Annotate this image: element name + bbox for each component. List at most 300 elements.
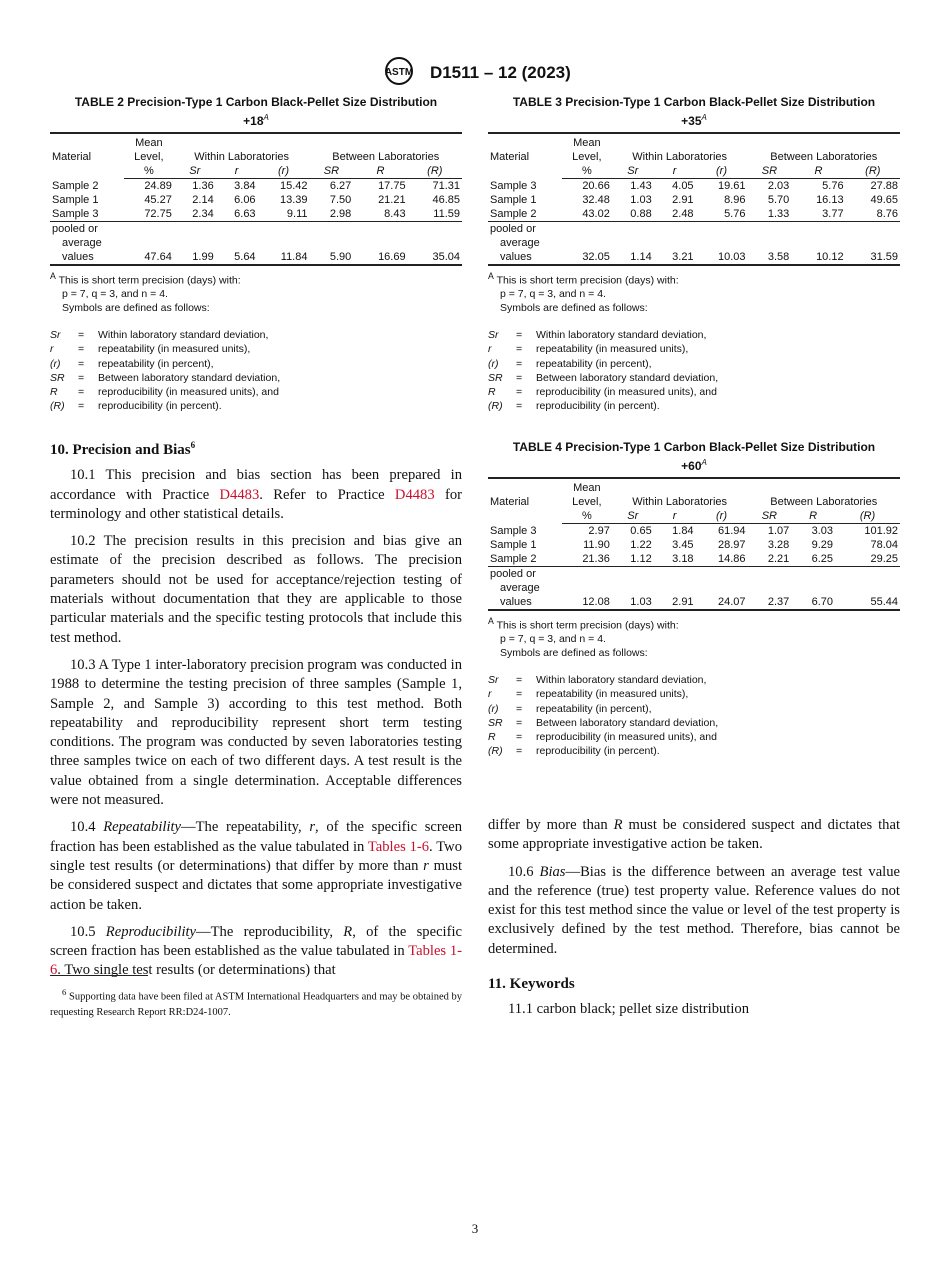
cell-value (408, 236, 462, 250)
cell-value: 8.76 (876, 208, 898, 220)
col-symbol: (R) (427, 165, 443, 177)
table-row-pooled (488, 236, 900, 250)
paragraph (50, 923, 462, 981)
cell-value (696, 567, 748, 582)
cell-value: 8.96 (724, 194, 746, 206)
definition: Between laboratory standard deviation, (536, 716, 719, 729)
cell-value: 3.03 (811, 525, 834, 537)
cell-value: 35.04 (432, 251, 460, 263)
cell-value: 71.31 (432, 180, 460, 192)
symbol-definitions (488, 328, 900, 414)
cell-value (835, 581, 900, 595)
header-col (654, 164, 696, 179)
cell-material: Sample 3 (52, 208, 99, 220)
cell-value: 2.34 (192, 208, 214, 220)
col-symbol: (r) (278, 165, 290, 177)
definition: reproducibility (in percent). (536, 400, 660, 413)
cell-value: 1.07 (767, 525, 790, 537)
table-row (50, 179, 462, 194)
cell-value (654, 236, 696, 250)
footnote-text: p = 7, q = 3, and n = 4. (62, 288, 168, 300)
cell-value: 49.65 (870, 194, 898, 206)
header-col (174, 164, 216, 179)
paragraph (50, 532, 462, 648)
cell-value: 5.64 (234, 251, 256, 263)
equals: = (516, 702, 523, 715)
col-symbol: Sr (627, 165, 639, 177)
subtitle-text: +60 (681, 459, 702, 473)
table-4-block (488, 440, 900, 759)
cell-value: 9.11 (286, 208, 308, 220)
col-symbol: (R) (859, 510, 876, 522)
equals: = (78, 357, 85, 370)
cell-material: Sample 1 (490, 539, 537, 551)
symbol: R (50, 386, 58, 399)
cell-value: 3.45 (672, 539, 694, 551)
symbol-definitions (50, 328, 462, 414)
reference-link[interactable]: Tables 1-6 (50, 943, 463, 979)
cell-material: values (62, 251, 94, 263)
cell-value (612, 581, 654, 595)
table-subtitle (488, 110, 900, 129)
cell-material: Sample 2 (52, 179, 99, 192)
footnote-line (488, 270, 900, 288)
cell-value: 3.77 (822, 208, 844, 220)
text-run: must be considered suspect and dictates that some appropriate investigative action be taken. (50, 857, 463, 913)
reference-link[interactable]: D4483 (394, 486, 435, 503)
equals: = (516, 400, 523, 413)
equals: = (516, 688, 523, 701)
cell-value: 2.98 (329, 208, 352, 220)
footnote-line: Symbols are defined as follows: (62, 301, 210, 314)
cell-value: 1.14 (630, 251, 652, 263)
cell-value: 3.84 (234, 180, 256, 192)
definition: reproducibility (in measured units), and (536, 731, 717, 744)
definition: Between laboratory standard deviation, (98, 371, 281, 384)
table-row-pooled (50, 236, 462, 250)
cell-material: Sample 3 (490, 524, 537, 537)
footnote-text: This is short term precision (days) with: (493, 619, 679, 632)
reference-link[interactable]: D4483 (219, 486, 260, 503)
cell-value: 10.03 (717, 251, 746, 263)
cell-value: 3.28 (767, 539, 790, 551)
table-row (488, 179, 900, 194)
cell-value (124, 222, 174, 237)
equals: = (78, 386, 85, 399)
header-between-labs: Between Laboratories (332, 151, 440, 163)
cell-value (562, 236, 612, 250)
header-mean-unit: % (124, 164, 174, 179)
cell-value (612, 236, 654, 250)
header-col (747, 509, 791, 524)
definition: reproducibility (in percent). (98, 400, 222, 413)
cell-value: 32.05 (582, 251, 610, 263)
cell-value: 21.36 (582, 553, 610, 565)
data-table (50, 132, 462, 266)
table-title-line: TABLE 3 Precision-Type 1 Carbon Black-Pellet Size Distribution (512, 95, 876, 109)
cell-value: 11.90 (583, 539, 610, 551)
text-run: must be considered suspect and dictates that some appropriate investigative action be taken. (488, 817, 900, 853)
cell-value: 3.21 (672, 251, 694, 263)
cell-value: 8.43 (384, 208, 406, 220)
cell-material: values (500, 596, 532, 608)
cell-value: 6.27 (329, 180, 352, 192)
footnote-line (488, 615, 900, 633)
col-symbol: R (809, 510, 818, 522)
col-symbol: (R) (865, 165, 881, 177)
table-subtitle (488, 455, 900, 474)
cell-value: 14.86 (717, 553, 746, 565)
definition-row (488, 730, 900, 744)
page-header (0, 56, 950, 91)
definition: repeatability (in measured units), (536, 688, 689, 701)
cell-value: 19.61 (717, 180, 746, 192)
cell-value: 5.76 (724, 208, 746, 220)
cell-value: 24.07 (717, 596, 746, 608)
col-symbol: r (234, 165, 239, 177)
cell-value: 55.44 (870, 596, 898, 608)
header-col (216, 164, 258, 179)
footnote-line (488, 288, 900, 302)
equals: = (516, 731, 523, 744)
cell-value (696, 236, 748, 250)
cell-value: 2.14 (192, 194, 214, 206)
cell-value (216, 222, 258, 237)
cell-value: 5.76 (822, 180, 844, 192)
header-col (353, 164, 407, 179)
cell-value (353, 222, 407, 237)
table-title (50, 95, 462, 129)
header-within-labs: Within Laboratories (194, 151, 290, 163)
equals: = (516, 745, 523, 758)
symbol: R (488, 386, 496, 399)
cell-value (696, 581, 748, 595)
right-column-text (488, 816, 900, 1028)
cell-value (612, 222, 654, 237)
paragraph-10-5-continued (488, 816, 900, 855)
cell-value (174, 236, 216, 250)
cell-value: 72.75 (144, 208, 172, 220)
cell-value: 4.05 (672, 180, 694, 192)
equals: = (516, 343, 523, 356)
cell-value (654, 567, 696, 582)
cell-value (258, 222, 310, 237)
footnote-text: p = 7, q = 3, and n = 4. (500, 288, 606, 300)
cell-material: Sample 1 (52, 194, 99, 206)
cell-value: 2.37 (767, 596, 790, 608)
symbol: r (488, 688, 492, 701)
header-col (654, 509, 696, 524)
cell-value: 46.85 (432, 194, 460, 206)
header-col (612, 164, 654, 179)
col-symbol: SR (323, 165, 340, 177)
header-mean-unit: % (562, 164, 612, 179)
symbol: (r) (50, 357, 61, 370)
text-run: . Two single test results (or determinations) that (57, 962, 336, 979)
text-run: . Two single test results (or determinations) that differ by more than (50, 838, 462, 874)
table-row (488, 207, 900, 222)
cell-material: pooled or (50, 222, 124, 237)
header-col (258, 164, 310, 179)
definition: Within laboratory standard deviation, (536, 674, 707, 686)
cell-value (654, 222, 696, 237)
definition-row (488, 716, 900, 730)
definition-row (488, 371, 900, 385)
header-between-labs: Between Laboratories (770, 151, 878, 163)
header-between-labs: Between Laboratories (770, 496, 878, 508)
cell-value: 32.48 (582, 194, 610, 206)
text-run: —The repeatability, (181, 819, 310, 836)
definition: Between laboratory standard deviation, (536, 371, 719, 384)
definition-row (488, 357, 900, 371)
symbol: r (488, 343, 492, 356)
header-col (696, 164, 748, 179)
definition-row (50, 342, 462, 356)
cell-value: 1.12 (630, 553, 652, 565)
cell-value: 21.21 (378, 194, 406, 206)
cell-value: 6.06 (234, 194, 256, 206)
cell-value: 1.84 (672, 525, 694, 537)
definition: repeatability (in percent), (536, 357, 652, 370)
cell-value: 6.25 (811, 553, 834, 565)
symbol: SR (50, 371, 65, 384)
cell-value: 2.48 (672, 208, 694, 220)
text-run: 10.5 (70, 923, 106, 940)
definition: Within laboratory standard deviation, (536, 329, 707, 341)
table-row-pooled (488, 581, 900, 595)
cell-material: Sample 2 (490, 553, 537, 565)
cell-value: 2.91 (672, 194, 694, 206)
table-row-pooled (488, 250, 900, 265)
header-col (612, 509, 654, 524)
cell-value (747, 222, 791, 237)
col-symbol: SR (761, 165, 778, 177)
cell-value: 5.70 (767, 194, 790, 206)
section-10-heading: 10. Precision and Bias$^6$ (50, 440, 196, 458)
cell-material: pooled or (488, 222, 562, 237)
footnote-mark: A (50, 271, 56, 281)
definition-row (488, 328, 900, 342)
table-footnote (488, 270, 900, 315)
header-within-labs: Within Laboratories (632, 496, 728, 508)
cell-value: 11.84 (280, 251, 308, 263)
definition: repeatability (in percent), (536, 702, 652, 715)
paragraph-11-1: 11.1 carbon black; pellet size distribution (508, 1001, 750, 1018)
cell-value (309, 222, 353, 237)
section-11-heading: 11. Keywords (488, 976, 575, 993)
col-symbol: (r) (716, 165, 728, 177)
table-title (488, 440, 900, 474)
cell-value (258, 236, 310, 250)
cell-material: pooled or (488, 567, 562, 582)
col-symbol: r (672, 165, 677, 177)
astm-logo-icon (379, 56, 419, 91)
definition-row (50, 328, 462, 342)
cell-value: 7.50 (329, 194, 352, 206)
table-row-pooled (488, 595, 900, 610)
cell-material: average (500, 237, 540, 249)
definition-row (50, 371, 462, 385)
definition-row (488, 687, 900, 701)
symbol: (R) (488, 400, 503, 413)
cell-value: 27.88 (870, 180, 898, 192)
header-within-labs: Within Laboratories (632, 151, 728, 163)
cell-value (747, 567, 791, 582)
text-run: 10.4 (70, 819, 104, 836)
table-subtitle (50, 110, 462, 129)
table-2-block (50, 95, 462, 414)
col-symbol: Sr (627, 510, 639, 522)
reference-link[interactable]: Tables 1-6 (367, 838, 430, 855)
cell-value: 2.97 (588, 525, 610, 537)
cell-value: 20.66 (582, 180, 610, 192)
cell-value (791, 222, 845, 237)
designation: D1511 – 12 (2023) (429, 62, 571, 82)
data-table (488, 477, 900, 611)
table-row (50, 207, 462, 222)
definition: repeatability (in percent), (98, 357, 214, 370)
definition-row (488, 702, 900, 716)
cell-value: 11.59 (433, 208, 460, 220)
header-col (747, 164, 791, 179)
header-mean-level: Mean Level, (572, 482, 602, 508)
italic-term: r (309, 819, 315, 836)
cell-value (791, 236, 845, 250)
footnote-line (488, 633, 900, 647)
header-col (791, 509, 835, 524)
table-row-pooled (488, 222, 900, 237)
cell-value: 47.64 (144, 251, 172, 263)
page-number: 3 (471, 1221, 479, 1236)
table-footnote (488, 615, 900, 660)
section-10 (50, 436, 462, 989)
cell-value: 28.97 (717, 539, 746, 551)
cell-value: 1.03 (630, 194, 652, 206)
col-symbol: r (672, 510, 677, 522)
cell-value: 5.90 (329, 251, 352, 263)
cell-value: 1.22 (630, 539, 652, 551)
symbol: Sr (50, 329, 61, 341)
cell-value (562, 222, 612, 237)
cell-value: 15.42 (279, 180, 308, 192)
footnote-line: Symbols are defined as follows: (500, 301, 648, 314)
cell-value (791, 567, 835, 582)
cell-value: 45.27 (144, 194, 172, 206)
cell-value: 2.03 (767, 180, 790, 192)
text-run: 10.2 The precision results in this precision and bias give an estimate of the precision described as follows. The precision parameters should not be used for acceptance/rejection testing of materials without documentation that they are applicable to those particular materials and the specific testing protocols that include this test method. (50, 533, 462, 646)
cell-value (216, 236, 258, 250)
definition-row (50, 385, 462, 399)
table-title (488, 95, 900, 129)
definition-row (50, 399, 462, 413)
symbol: (r) (488, 357, 499, 370)
svg-text:ASTM: ASTM (385, 67, 414, 78)
footnote-text: This is short term precision (days) with: (55, 274, 241, 287)
symbol: SR (488, 716, 503, 729)
definition-row (488, 673, 900, 687)
equals: = (516, 357, 523, 370)
symbol: Sr (488, 329, 499, 341)
cell-value: 13.39 (279, 194, 308, 206)
paragraph-10-6 (488, 863, 900, 959)
footnote-line (50, 288, 462, 302)
equals: = (78, 329, 85, 341)
col-symbol: SR (761, 510, 777, 522)
equals: = (516, 371, 523, 384)
symbol: R (488, 731, 496, 744)
table-row (488, 193, 900, 207)
cell-value (408, 222, 462, 237)
cell-value: 31.59 (870, 251, 898, 263)
footnote-rule (50, 975, 148, 976)
paragraph (50, 818, 462, 914)
cell-value: 0.88 (630, 208, 652, 220)
cell-value: 10.12 (816, 251, 844, 263)
table-3-block (488, 95, 900, 414)
cell-value (791, 581, 835, 595)
cell-value: 9.29 (811, 539, 834, 551)
symbol: SR (488, 371, 503, 384)
text-run: —The reproducibility, (196, 923, 344, 940)
equals: = (516, 329, 523, 341)
italic-term: r (423, 857, 429, 874)
text-run: , of the specific screen fraction has been established as the value tabulated in (50, 819, 462, 855)
header-col (408, 164, 462, 179)
cell-value (747, 236, 791, 250)
footnote-mark: A (488, 616, 494, 626)
cell-value: 16.69 (378, 251, 406, 263)
cell-value: 101.92 (864, 525, 898, 537)
definition-row (488, 342, 900, 356)
cell-value (846, 222, 900, 237)
equals: = (78, 400, 85, 413)
italic-term: Reproducibility (105, 923, 197, 940)
cell-material: Sample 3 (490, 179, 537, 192)
footnote-mark: A (701, 458, 707, 467)
symbol: (r) (488, 702, 499, 715)
cell-value (353, 236, 407, 250)
cell-value: 0.65 (630, 525, 652, 537)
cell-value (124, 236, 174, 250)
col-symbol: Sr (189, 165, 201, 177)
col-symbol: (r) (716, 510, 728, 522)
subtitle-text: +35 (681, 114, 702, 128)
cell-value: 16.13 (816, 194, 844, 206)
cell-value (835, 567, 900, 582)
footnote-line: Symbols are defined as follows: (500, 646, 648, 659)
cell-value: 2.21 (767, 553, 790, 565)
text-run: . Refer to Practice (259, 486, 395, 503)
definition: repeatability (in measured units), (98, 343, 251, 356)
table-title-line: TABLE 4 Precision-Type 1 Carbon Black-Pellet Size Distribution (512, 440, 876, 454)
footnote-text: This is short term precision (days) with: (493, 274, 679, 287)
symbol-definitions (488, 673, 900, 759)
cell-value (612, 567, 654, 582)
footnote-text: p = 7, q = 3, and n = 4. (500, 633, 606, 645)
cell-material: Sample 2 (490, 208, 537, 220)
cell-value: 61.94 (717, 525, 746, 537)
paragraph (50, 466, 462, 524)
equals: = (78, 371, 85, 384)
cell-material: average (62, 237, 102, 249)
table-row (488, 552, 900, 567)
italic-term: R (613, 817, 623, 833)
header-mean-level: Mean Level, (134, 137, 164, 163)
footnote-mark: A (701, 113, 707, 122)
table-row-pooled (488, 567, 900, 582)
symbol: r (50, 343, 54, 356)
cell-value: 6.63 (234, 208, 256, 220)
